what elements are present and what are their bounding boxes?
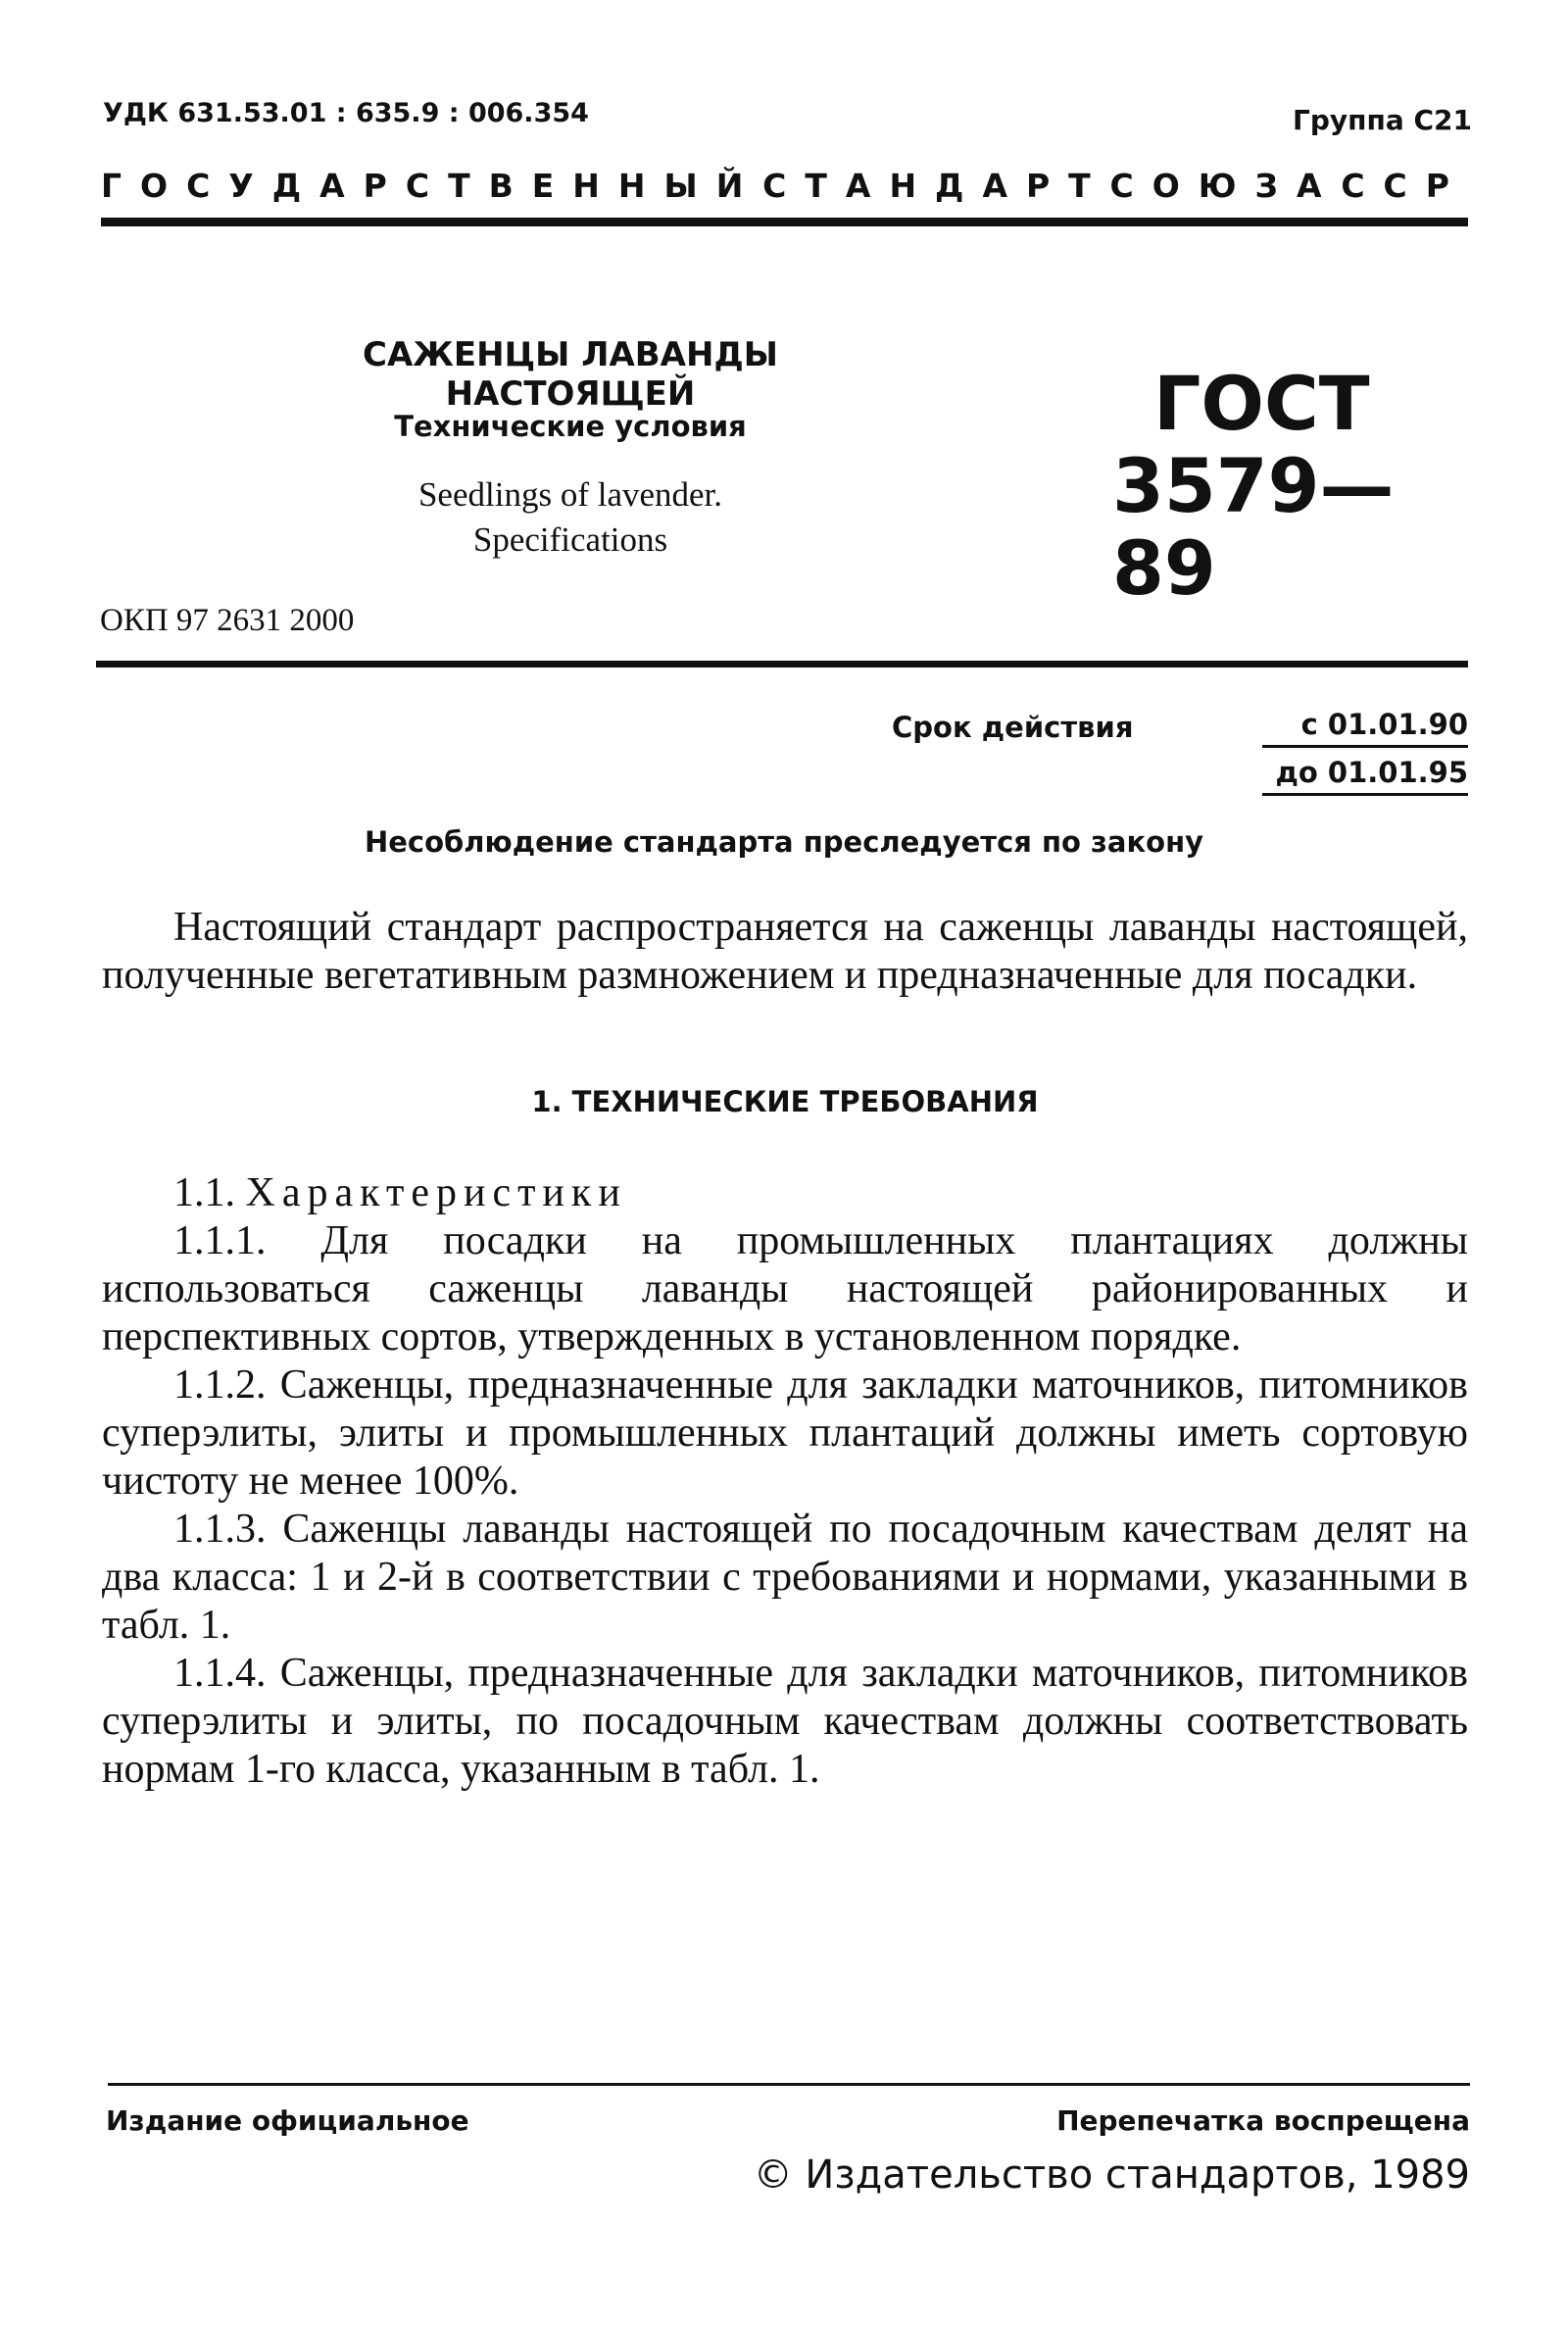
state-standard-heading — [101, 167, 1468, 205]
clause-heading: Характеристики — [245, 1170, 627, 1215]
document-body — [102, 904, 1468, 1794]
gost-label: ГОСТ — [1153, 360, 1370, 447]
english-title-line: Specifications — [472, 520, 668, 559]
clause-number: 1.1. — [173, 1170, 246, 1215]
gost-number — [1112, 360, 1436, 612]
intro-paragraph: Настоящий стандарт распространяется на саженцы лаванды настоящей, полученные вегетативным размножением и предназначенные для посадки. — [102, 905, 1468, 998]
validity-dates — [1262, 708, 1468, 796]
law-notice: Несоблюдение стандарта преследуется по закону — [364, 825, 1204, 859]
top-rule — [101, 218, 1468, 226]
clause-1-1-3: 1.1.3. Саженцы лаванды настоящей по посадочным качествам делят на два класса: 1 и 2-й в соответствии с требованиями и нормами, указанными в табл. 1. — [102, 1507, 1468, 1648]
okp-code: ОКП 97 2631 2000 — [100, 603, 355, 638]
english-title-line: Seedlings of lavender. — [417, 475, 723, 514]
state-standard-word: СТАНДАРТ — [762, 167, 1109, 205]
english-title — [267, 472, 874, 563]
group-code: Группа С21 — [1293, 104, 1472, 136]
clause-1-1-2: 1.1.2. Саженцы, предназначенные для закладки маточников, питомников суперэлиты, элиты и промышленных плантаций должны иметь сортовую чистоту не менее 100%. — [102, 1362, 1468, 1504]
state-standard-word: СОЮЗА — [1109, 167, 1341, 205]
reprint-notice: Перепечатка воспрещена — [1056, 2104, 1470, 2137]
clause-1-1-1: 1.1.1. Для посадки на промышленных плантациях должны использоваться саженцы лаванды настоящей районированных и перспективных сортов, утвержденных в установленном порядке. — [102, 1218, 1468, 1360]
edition-notice: Издание официальное — [106, 2104, 469, 2137]
validity-from: с 01.01.90 — [1262, 708, 1468, 748]
section-title: 1. ТЕХНИЧЕСКИЕ ТРЕБОВАНИЯ — [531, 1085, 1039, 1118]
state-standard-word: ГОСУДАРСТВЕННЫЙ — [101, 167, 762, 205]
udk-code: УДК 631.53.01 : 635.9 : 006.354 — [103, 98, 589, 128]
clause-1-1-4: 1.1.4. Саженцы, предназначенные для закладки маточников, питомников суперэлиты и элиты, по посадочным качествам должны соответствовать нормам 1-го класса, указанным в табл. 1. — [102, 1651, 1468, 1792]
document-title: САЖЕНЦЫ ЛАВАНДЫ НАСТОЯЩЕЙ — [363, 335, 778, 414]
validity-label: Срок действия — [892, 711, 1134, 744]
validity-to: до 01.01.95 — [1262, 748, 1468, 796]
state-standard-word: ССР — [1341, 167, 1468, 205]
bottom-rule — [108, 2083, 1470, 2086]
middle-rule — [96, 661, 1468, 668]
clause-1-1 — [102, 1169, 1468, 1217]
gost-code: 3579—89 — [1112, 442, 1395, 612]
document-subtitle: Технические условия — [394, 410, 747, 443]
publisher-copyright: © Издательство стандартов, 1989 — [753, 2152, 1470, 2198]
